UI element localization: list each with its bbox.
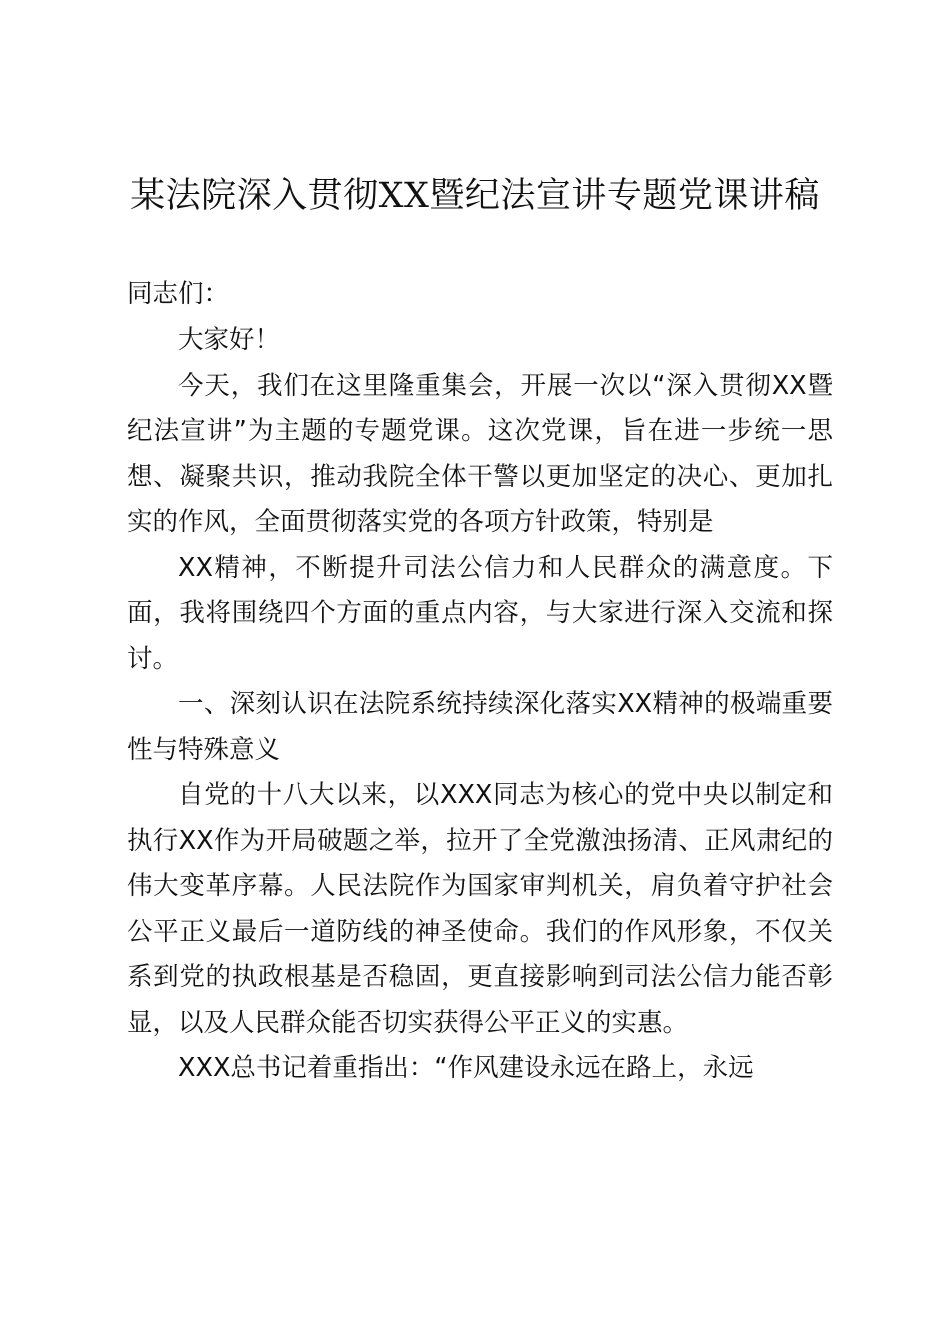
document-body [127,318,833,1092]
paragraph-quote: XXX总书记着重指出：“作风建设永远在路上，永远 [178,1053,754,1083]
paragraph-greeting: 大家好！ [178,325,281,355]
paragraph-section-one: 自党的十八大以来，以XXX同志为核心的党中央以制定和执行XX作为开局破题之举，拉开了全党激浊扬清、正风肃纪的伟大变革序幕。人民法院作为国家审判机关，肩负着守护社会公平正义最后一道防线的神圣使命。我们的作风形象，不仅关系到党的执政根基是否稳固，更直接影响到司法公信力能否彰显，以及人民群众能否切实获得公平正义的实惠。 [127,780,833,1038]
paragraph-introduction: 今天，我们在这里隆重集会，开展一次以“深入贯彻XX暨纪法宣讲”为主题的专题党课。这次党课，旨在进一步统一思想、凝聚共识，推动我院全体干警以更加坚定的决心、更加扎实的作风，全面贯彻落实党的各项方针政策，特别是 [127,370,833,537]
document-title: 某法院深入贯彻XX暨纪法宣讲专题党课讲稿 [130,176,820,216]
section-heading-one: 一、深刻认识在法院系统持续深化落实XX精神的极端重要性与特殊意义 [127,689,833,765]
paragraph-introduction-continued: XX精神，不断提升司法公信力和人民群众的满意度。下面，我将围绕四个方面的重点内容，与大家进行深入交流和探讨。 [127,552,833,674]
salutation: 同志们： [127,279,230,309]
